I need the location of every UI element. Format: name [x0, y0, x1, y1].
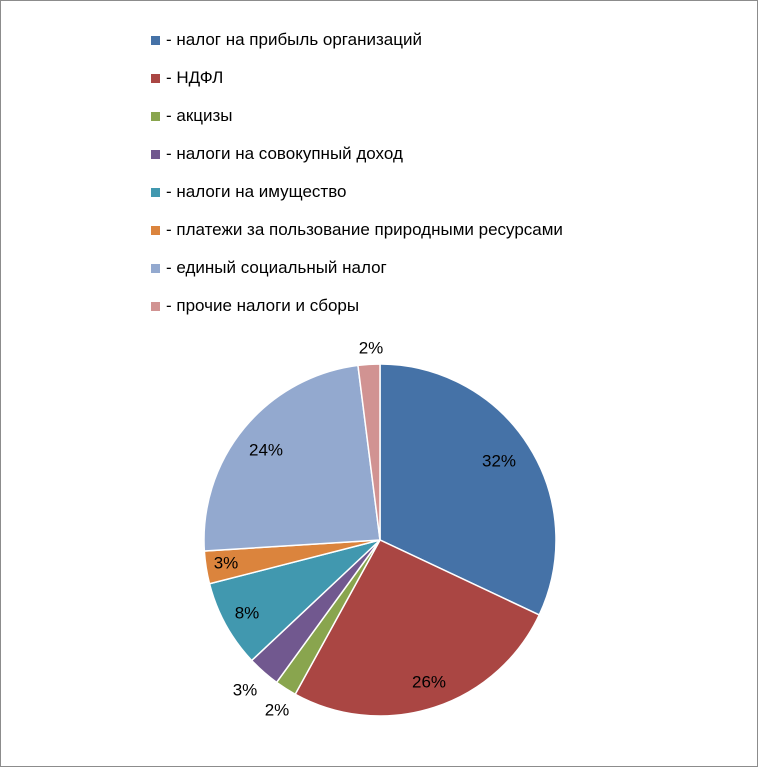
data-label: 32% [481, 451, 517, 471]
legend-label: - налоги на имущество [166, 182, 347, 201]
legend-label: - налог на прибыль организаций [166, 30, 422, 49]
legend-label: - налоги на совокупный доход [166, 144, 403, 163]
data-label: 24% [248, 440, 284, 460]
data-label: 26% [411, 672, 447, 692]
legend-label: - платежи за пользование природными ресурсами [166, 220, 563, 239]
data-label: 8% [234, 603, 260, 623]
data-label: 2% [264, 700, 290, 720]
pie-slice [204, 365, 380, 551]
legend-label: - НДФЛ [166, 68, 224, 87]
legend-label: - акцизы [166, 106, 233, 125]
legend-label: - прочие налоги и сборы [166, 296, 360, 315]
data-label: 2% [358, 338, 384, 358]
data-label: 3% [213, 553, 239, 573]
data-label: 3% [232, 680, 258, 700]
legend-label: - единый социальный налог [166, 258, 387, 277]
pie-chart [1, 1, 757, 766]
